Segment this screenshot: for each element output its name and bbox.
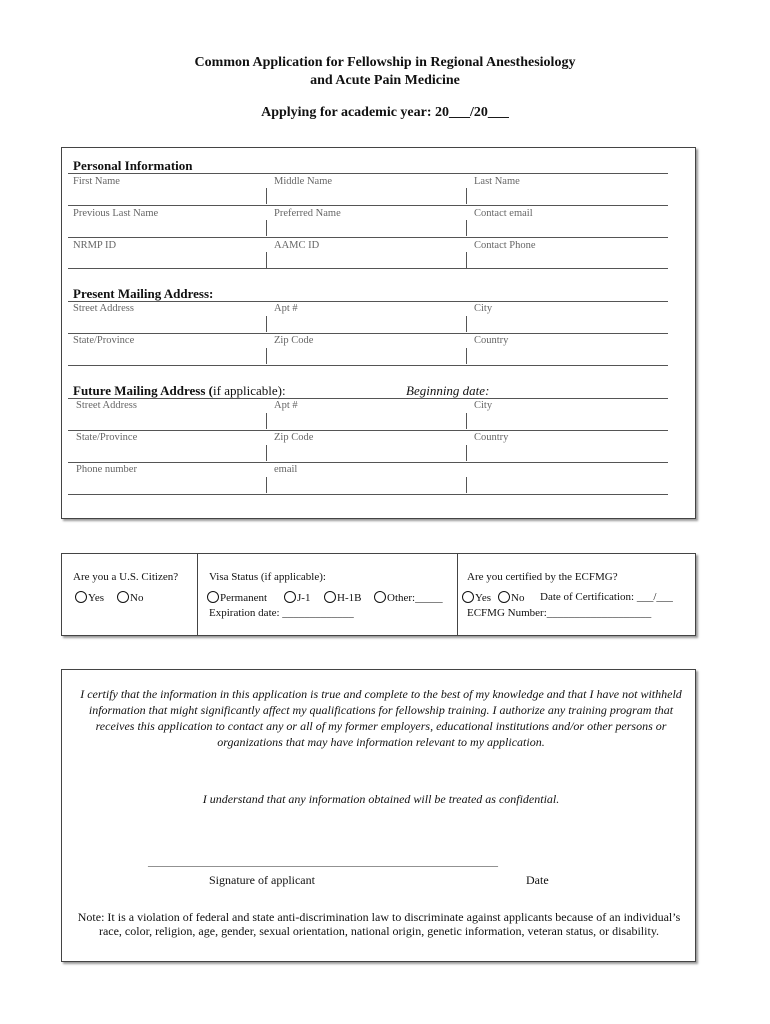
present-state-field[interactable]: State/Province	[73, 335, 135, 346]
academic-year-line: Applying for academic year: 20___/20___	[261, 105, 509, 120]
ecfmg-cert-date-field[interactable]: Date of Certification: ___/___	[540, 591, 673, 603]
date-label: Date	[526, 873, 549, 887]
present-street-field[interactable]: Street Address	[73, 303, 134, 314]
us-citizen-no-option[interactable]: No	[117, 591, 143, 604]
middle-name-field[interactable]: Middle Name	[274, 176, 333, 187]
form-title-line2: and Acute Pain Medicine	[310, 73, 460, 88]
future-address-heading: Future Mailing Address (if applicable):	[73, 383, 286, 398]
confidentiality-statement: I understand that any information obtained will be treated as confidential.	[202, 792, 560, 806]
radio-icon[interactable]	[75, 591, 87, 603]
future-apt-field[interactable]: Apt #	[274, 400, 298, 411]
visa-permanent-option[interactable]: Permanent	[207, 591, 267, 604]
ecfmg-number-field[interactable]: ECFMG Number:___________________	[467, 607, 652, 619]
future-city-field[interactable]: City	[474, 400, 493, 411]
radio-icon[interactable]	[462, 591, 474, 603]
preferred-name-field[interactable]: Preferred Name	[274, 208, 341, 219]
personal-info-heading: Personal Information	[73, 158, 193, 173]
future-email-field[interactable]: email	[274, 464, 298, 475]
future-zip-field[interactable]: Zip Code	[274, 432, 314, 443]
future-phone-field[interactable]: Phone number	[76, 464, 137, 475]
present-zip-field[interactable]: Zip Code	[274, 335, 314, 346]
future-state-field[interactable]: State/Province	[76, 432, 138, 443]
ecfmg-no-option[interactable]: No	[498, 591, 524, 604]
radio-icon[interactable]	[498, 591, 510, 603]
present-apt-field[interactable]: Apt #	[274, 303, 298, 314]
anti-discrimination-note: Note: It is a violation of federal and state anti-discrimination law to discriminate against applicants because of an individual’s race, color, religion, age, gender, sexual orientation, national origin, genetic information, veteran status, or disability.	[77, 910, 681, 938]
ecfmg-yes-option[interactable]: Yes	[462, 591, 491, 604]
radio-icon[interactable]	[324, 591, 336, 603]
radio-icon[interactable]	[284, 591, 296, 603]
ecfmg-question: Are you certified by the ECFMG?	[467, 571, 618, 583]
previous-last-name-field[interactable]: Previous Last Name	[73, 208, 159, 219]
signature-line[interactable]: ______________________________________________________________________	[148, 857, 498, 868]
beginning-date-label: Beginning date:	[406, 383, 490, 398]
visa-h1b-option[interactable]: H-1B	[324, 591, 361, 604]
radio-icon[interactable]	[374, 591, 386, 603]
us-citizen-question: Are you a U.S. Citizen?	[73, 571, 179, 583]
first-name-field[interactable]: First Name	[73, 176, 120, 187]
signature-label: Signature of applicant	[209, 873, 315, 887]
form-title-line1: Common Application for Fellowship in Regional Anesthesiology	[194, 55, 576, 70]
visa-other-option[interactable]: Other:_____	[374, 591, 443, 604]
us-citizen-yes-option[interactable]: Yes	[75, 591, 104, 604]
contact-phone-field[interactable]: Contact Phone	[474, 240, 536, 251]
future-country-field[interactable]: Country	[474, 432, 509, 443]
visa-j1-option[interactable]: J-1	[284, 591, 310, 604]
present-city-field[interactable]: City	[474, 303, 493, 314]
nrmp-id-field[interactable]: NRMP ID	[73, 240, 117, 251]
future-street-field[interactable]: Street Address	[76, 400, 137, 411]
contact-email-field[interactable]: Contact email	[474, 208, 533, 219]
present-country-field[interactable]: Country	[474, 335, 509, 346]
certification-statement: I certify that the information in this application is true and complete to the best of my knowledge and that I have not withheld information that might significantly affect my qualifications for fellowship training. I authorize any training program that receives this application to contact any or all of my former employers, educational institutions and/or other persons or organizations that may have information relevant to my application.	[80, 687, 682, 749]
last-name-field[interactable]: Last Name	[474, 176, 520, 187]
visa-status-label: Visa Status (if applicable):	[209, 571, 326, 583]
radio-icon[interactable]	[207, 591, 219, 603]
radio-icon[interactable]	[117, 591, 129, 603]
aamc-id-field[interactable]: AAMC ID	[274, 240, 320, 251]
visa-expiration-field[interactable]: Expiration date: _____________	[209, 607, 354, 619]
present-address-heading: Present Mailing Address:	[73, 286, 214, 301]
